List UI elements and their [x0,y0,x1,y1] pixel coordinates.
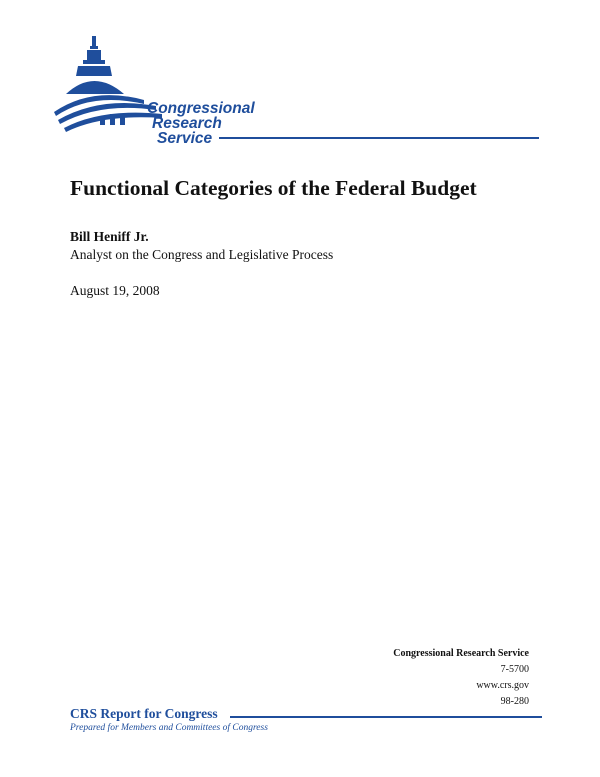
author-name: Bill Heniff Jr. [70,229,149,244]
publisher-website[interactable]: www.crs.gov [476,680,529,691]
publisher-phone: 7-5700 [500,664,529,675]
logo-line-congressional: Congressional [147,100,255,117]
publisher-block [393,646,529,710]
footer-divider [230,716,542,718]
capitol-dome-icon [52,34,162,146]
document-title: Functional Categories of the Federal Budget [70,176,477,200]
publisher-name: Congressional Research Service [393,648,529,659]
logo-line-service: Service [157,130,213,147]
footer-title: CRS Report for Congress [70,706,218,721]
logo-line-research: Research [152,115,222,132]
logo-wordmark [147,101,255,146]
logo-divider [219,137,539,139]
author-role: Analyst on the Congress and Legislative Process [70,247,334,262]
footer-subtitle: Prepared for Members and Committees of Congress [70,723,268,733]
crs-logo [52,34,542,146]
report-number: 98-280 [500,696,529,707]
publication-date: August 19, 2008 [70,283,160,298]
